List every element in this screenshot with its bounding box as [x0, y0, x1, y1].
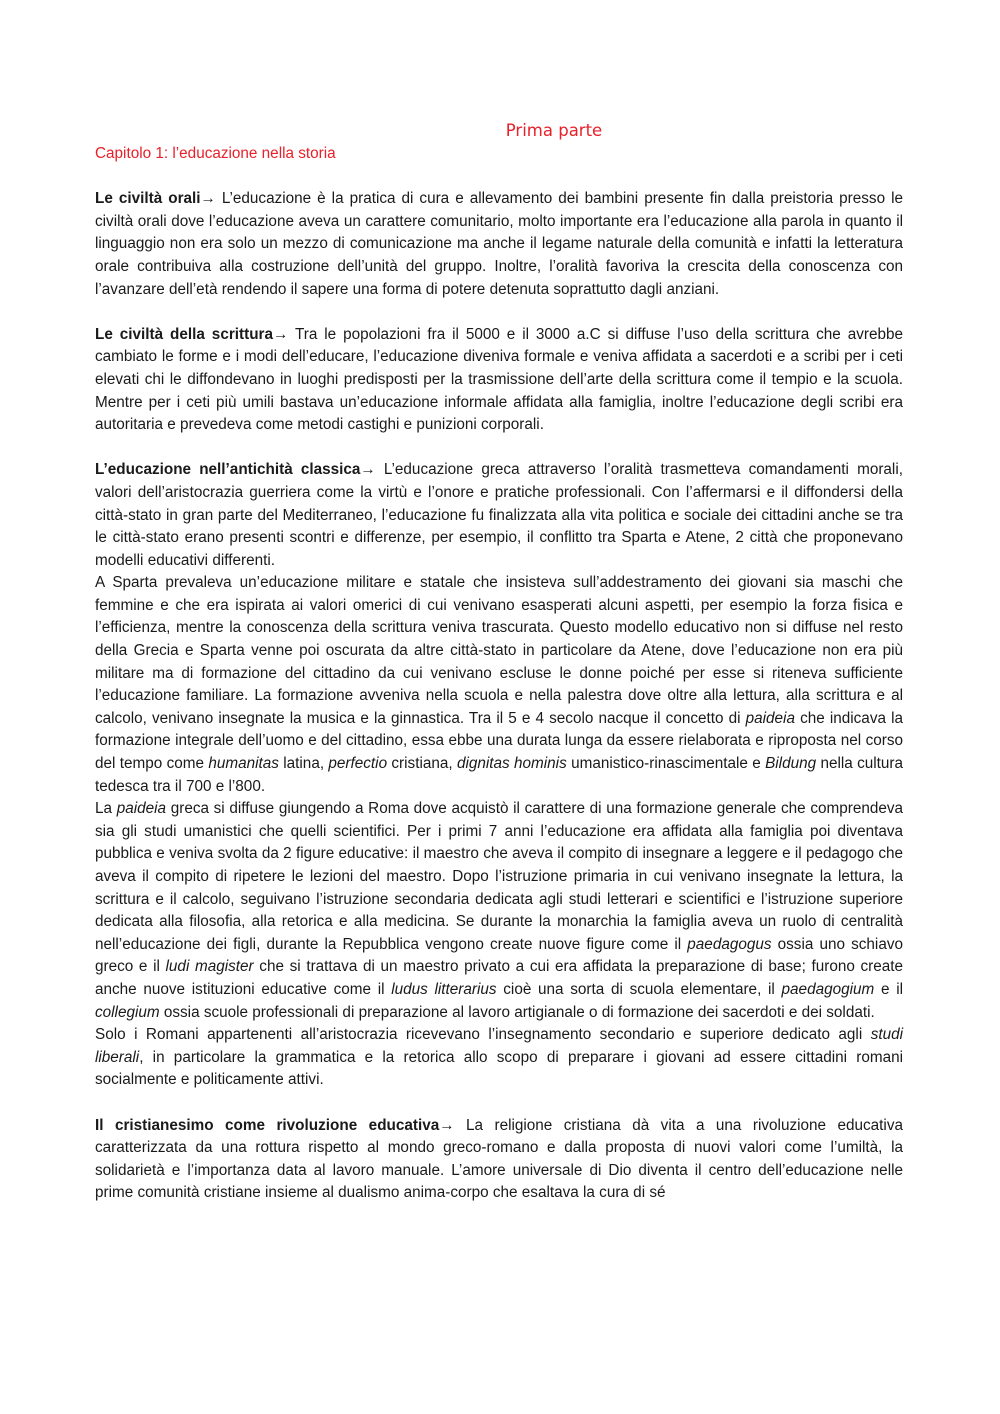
- text-run: che indicava la formazione integrale dell’uomo e del cittadino, essa ebbe una durata lunga da essere rielaborata e riproposta nel corso del tempo come: [95, 709, 903, 773]
- part-title: Prima parte: [505, 121, 603, 140]
- italic-term: studi liberali: [95, 1026, 903, 1066]
- text-run: La: [95, 800, 117, 818]
- italic-term: ludi magister: [165, 958, 254, 976]
- paragraph-sparta-atene: [95, 572, 903, 798]
- text-run: e il: [874, 980, 903, 998]
- italic-term: perfectio: [328, 755, 388, 773]
- italic-term: dignitas hominis: [456, 755, 567, 773]
- section-text: La religione cristiana dà vita a una rivoluzione educativa caratterizzata da una rottura rispetto al mondo greco-romano e dalla proposta di nuovi valori come l’umiltà, la solidarietà e l’importanza data al lavoro manuale. L’amore universale di Dio diventa il centro dell’educazione nelle prime comunità cristiane insieme al dualismo anima-corpo che esaltava la cura di sé: [95, 1116, 903, 1202]
- section-civilta-orali: [95, 188, 903, 301]
- section-antichita-classica: [95, 459, 903, 572]
- text-run: greca si diffuse giungendo a Roma dove acquistò il carattere di una formazione generale che comprendeva sia gli studi umanistici che quelli scientifici. Per i primi 7 anni l’educazione era affidata alla famiglia poi diventava pubblica e veniva svolta da 2 figure educative: il maestro che aveva il compito di insegnare a leggere e il pedagogo che aveva il compito di ripetere le lezioni del maestro. Dopo l’istruzione primaria in cui venivano insegnate la lettura, la scrittura e il calcolo, seguivano l’istruzione secondaria dedicata agli studi letterari e scientifici e l’istruzione superiore dedicata alla filosofia, alla retorica e alla medicina. Se durante la monarchia la famiglia aveva un ruolo di centralità nell’educazione dei figli, durante la Repubblica vengono create nuove figure come il: [95, 800, 904, 953]
- section-text: L’educazione è la pratica di cura e allevamento dei bambini presente fin dalla preistoria presso le civiltà orali dove l’educazione aveva un carattere comunitario, molto importante era l’educazione alla parola in quanto il linguaggio non era solo un mezzo di comunicazione ma anche il legame naturale della comunità e infatti la letteratura orale contribuiva alla costruzione dell’unità del gruppo. Inoltre, l’oralità favoriva la crescita della conoscenza con l’avanzare dell’età rendendo il sapere una forma di potere detenuta soprattutto dagli anziani.: [95, 190, 903, 298]
- text-run: latina,: [278, 755, 329, 773]
- section-text: L’educazione greca attraverso l’oralità trasmetteva comandamenti morali, valori dell’aristocrazia guerriera come la virtù e l’onore e pratiche professionali. Con l’affermarsi e il diffondersi della città-stato in gran parte del Mediterraneo, l’educazione fu finalizzata alla vita politica e sociale dei cittadini anche se tra le città-stato erano presenti scontri e differenze, per esempio, il conflitto tra Sparta e Atene, 2 città che proponevano modelli educativi differenti.: [95, 461, 903, 569]
- text-run: Solo i Romani appartenenti all’aristocrazia ricevevano l’insegnamento secondario e superiore dedicato agli: [95, 1026, 871, 1044]
- italic-term: humanitas: [208, 755, 279, 773]
- section-heading: Le civiltà della scrittura→: [95, 325, 289, 343]
- italic-term: paideia: [745, 709, 795, 727]
- italic-term: collegium: [95, 1003, 160, 1021]
- chapter-title: Capitolo 1: l’educazione nella storia: [95, 145, 336, 162]
- italic-term: paedagogus: [687, 935, 772, 953]
- document-page: [95, 113, 903, 1205]
- text-run: cioè una sorta di scuola elementare, il: [496, 980, 782, 998]
- section-text: Tra le popolazioni fra il 5000 e il 3000 a.C si diffuse l’uso della scrittura che avrebbe cambiato le forme e i modi dell’educare, l’educazione diveniva formale e veniva affidata a sacerdoti e a scribi per i ceti elevati chi le diffondevano in luoghi predisposti per la trasmissione dell’arte della scrittura come il tempio e la scuola. Mentre per i ceti più umili bastava un’educazione informale affidata alla famiglia, inoltre l’educazione degli scribi era autoritaria e prevedeva come metodi castighi e punizioni corporali.: [95, 325, 903, 434]
- text-run: cristiana,: [387, 755, 457, 773]
- italic-term: paedagogium: [781, 980, 875, 998]
- paragraph-roma: [95, 798, 903, 1024]
- section-civilta-scrittura: [95, 324, 903, 437]
- text-run: ossia scuole professionali di preparazione al lavoro artigianale o di formazione dei sacerdoti e dei soldati.: [159, 1003, 875, 1021]
- text-run: ossia uno schiavo greco e il: [95, 935, 903, 976]
- section-heading: Le civiltà orali→: [95, 190, 216, 208]
- section-cristianesimo: [95, 1115, 903, 1205]
- paragraph-aristocrazia: [95, 1024, 903, 1092]
- text-run: A Sparta prevaleva un’educazione militare e statale che insisteva sull’addestramento dei giovani sia maschi che femmine e che era ispirata ai valori omerici di cui venivano esasperati alcuni aspetti, per esempio la forza fisica e l’efficienza, mentre la conoscenza della scrittura veniva trascurata. Questo modello educativo non si diffuse nel resto della Grecia e Sparta venne poi oscurata da altre città-stato in particolare da Atene, dove l’educazione non era più militare ma di formazione del cittadino da cui venivano escluse le donne poiché per esse si riteneva sufficiente l’educazione familiare. La formazione avveniva nella scuola e nella palestra dove oltre alla lettura, alla scrittura e al calcolo, venivano insegnate la musica e la ginnastica. Tra il 5 e 4 secolo nacque il concetto di: [95, 574, 903, 727]
- italic-term: ludus litterarius: [391, 980, 497, 998]
- text-run: nella cultura tedesca tra il 700 e l’800.: [95, 755, 904, 795]
- text-run: , in particolare la grammatica e la retorica allo scopo di preparare i giovani ad essere cittadini romani socialmente e politicamente attivi.: [95, 1048, 903, 1089]
- text-run: che si trattava di un maestro privato a cui era affidata la preparazione di base; furono create anche nuove istituzioni educative come il: [95, 958, 904, 998]
- italic-term: paideia: [116, 800, 167, 818]
- section-heading: Il cristianesimo come rivoluzione educativa→: [95, 1116, 455, 1134]
- text-run: umanistico-rinascimentale e: [566, 755, 766, 773]
- italic-term: Bildung: [765, 755, 817, 773]
- section-heading: L’educazione nell’antichità classica→: [95, 461, 376, 479]
